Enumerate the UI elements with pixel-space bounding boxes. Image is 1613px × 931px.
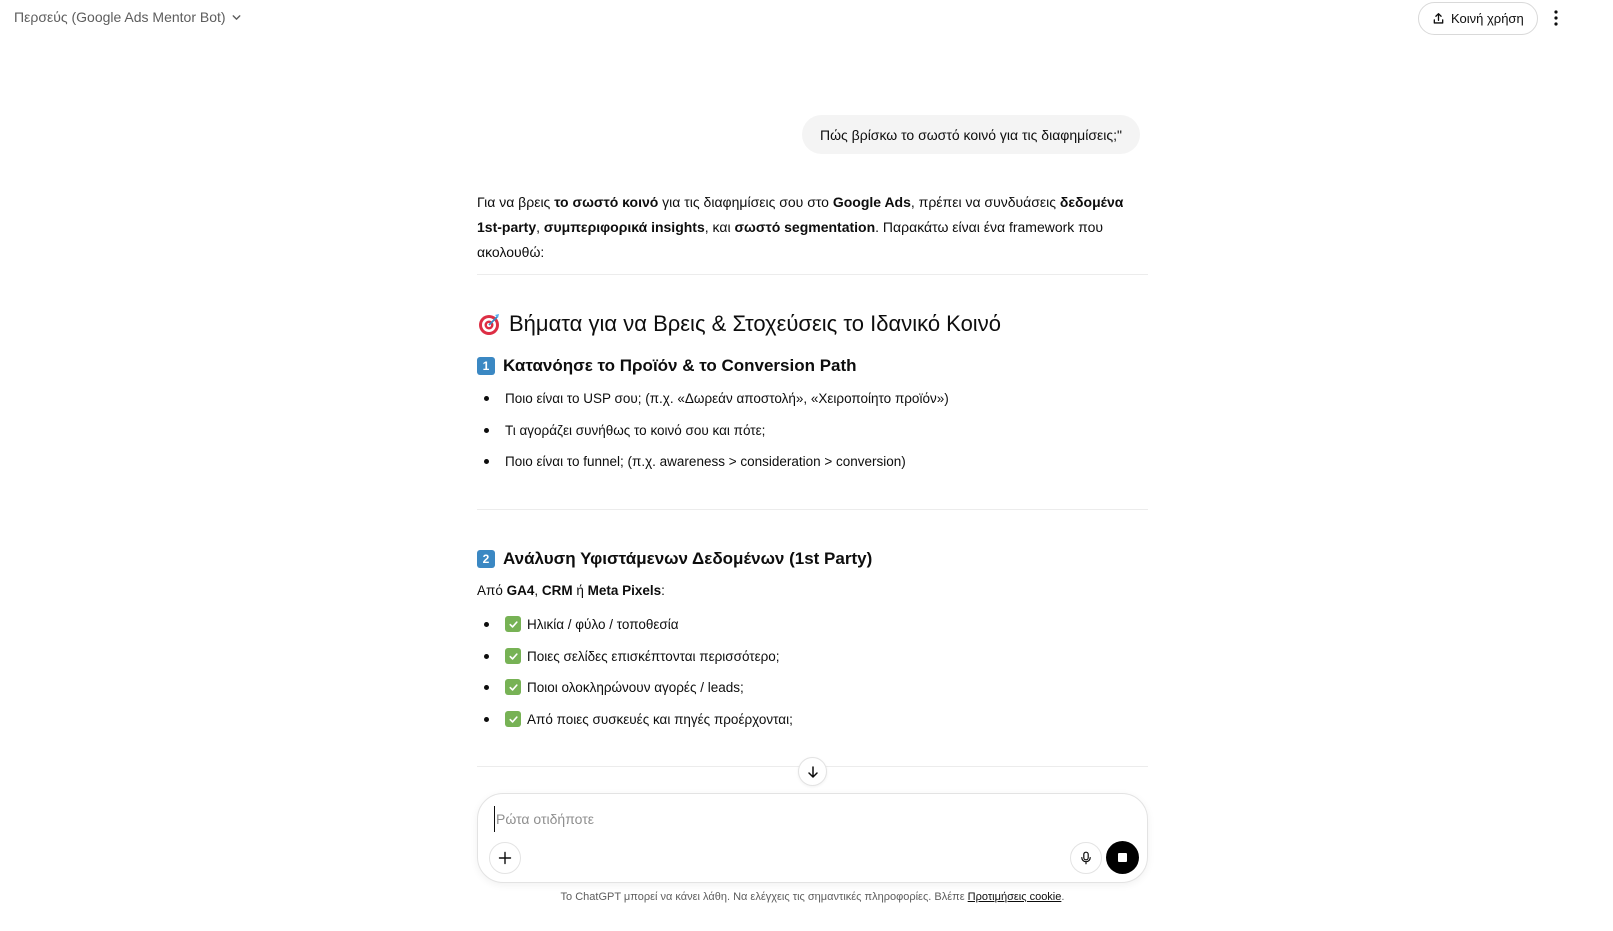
text: ή xyxy=(572,583,588,598)
stop-icon xyxy=(1118,853,1127,862)
text: , και xyxy=(704,219,735,235)
divider xyxy=(477,509,1148,510)
bold-text: σωστό segmentation xyxy=(734,219,876,235)
check-mark-icon xyxy=(505,711,521,727)
text: : xyxy=(661,583,665,598)
list-item xyxy=(505,679,744,695)
main-heading xyxy=(477,311,1001,337)
keycap-1-icon: 1 xyxy=(477,357,495,375)
disclaimer-text: Το ChatGPT μπορεί να κάνει λάθη. Να ελέγχεις τις σημαντικές πληροφορίες. Βλέπε xyxy=(560,891,968,903)
plus-icon xyxy=(498,851,512,865)
section-2-title: Ανάλυση Υφιστάμενων Δεδομένων (1st Party) xyxy=(503,549,873,568)
disclaimer xyxy=(0,891,1613,903)
text: για τις διαφημίσεις σου στο xyxy=(658,194,833,210)
model-name: Περσεύς (Google Ads Mentor Bot) xyxy=(14,9,226,25)
microphone-icon xyxy=(1079,851,1093,865)
text: , πρέπει να συνδυάσεις xyxy=(910,194,1060,210)
bold-text: GA4 xyxy=(506,583,535,598)
list-item: Τι αγοράζει συνήθως το κοινό σου και πότε; xyxy=(505,423,766,438)
bold-text: CRM xyxy=(541,583,573,598)
section-1-title: Κατανόησε το Προϊόν & το Conversion Path xyxy=(503,356,857,375)
share-label: Κοινή χρήση xyxy=(1451,11,1524,26)
more-vertical-icon xyxy=(1554,10,1558,26)
section-1-heading xyxy=(477,356,857,376)
message-composer xyxy=(477,793,1148,883)
check-mark-icon xyxy=(505,616,521,632)
bold-text: Meta Pixels xyxy=(587,583,662,598)
prompt-input[interactable] xyxy=(494,806,1094,832)
list-item-text: Ηλικία / φύλο / τοποθεσία xyxy=(527,616,679,632)
text: , xyxy=(536,219,544,235)
share-button[interactable] xyxy=(1418,2,1538,35)
list-item: Ποιο είναι το USP σου; (π.χ. «Δωρεάν αποστολή», «Χειροποίητο προϊόν») xyxy=(505,391,949,406)
list-item xyxy=(505,616,679,632)
assistant-intro xyxy=(477,190,1148,265)
target-icon xyxy=(477,312,501,336)
text: , xyxy=(534,583,542,598)
model-selector[interactable] xyxy=(14,9,243,25)
check-mark-icon xyxy=(505,679,521,695)
top-bar xyxy=(0,0,1613,36)
bold-text: συμπεριφορικά insights xyxy=(543,219,705,235)
cookie-preferences-link[interactable]: Προτιμήσεις cookie xyxy=(967,891,1062,903)
share-icon xyxy=(1432,12,1445,25)
list-item xyxy=(505,711,793,727)
divider xyxy=(477,274,1148,275)
text: . Παρακάτω είναι ένα framework που ακολουθώ: xyxy=(477,219,1104,260)
bold-text: δεδομένα 1st-party xyxy=(477,194,1124,235)
keycap-2-icon: 2 xyxy=(477,550,495,568)
text: Από xyxy=(477,583,507,598)
dictate-button[interactable] xyxy=(1070,842,1102,874)
attach-button[interactable] xyxy=(489,842,521,874)
section-2-heading xyxy=(477,549,872,569)
list-item-text: Ποιοι ολοκληρώνουν αγορές / leads; xyxy=(527,679,744,695)
chevron-down-icon xyxy=(230,11,243,24)
text: Για να βρεις xyxy=(477,194,555,210)
bold-text: Google Ads xyxy=(832,194,911,210)
list-item-text: Ποιες σελίδες επισκέπτονται περισσότερο; xyxy=(527,648,780,664)
more-options-button[interactable] xyxy=(1548,8,1564,28)
user-message: Πώς βρίσκω το σωστό κοινό για τις διαφημίσεις;" xyxy=(802,115,1140,154)
list-item xyxy=(505,648,780,664)
check-mark-icon xyxy=(505,648,521,664)
scroll-to-bottom-button[interactable] xyxy=(798,757,827,786)
arrow-down-icon xyxy=(806,765,820,779)
stop-generating-button[interactable] xyxy=(1106,841,1139,874)
main-heading-text: Βήματα για να Βρεις & Στοχεύσεις το Ιδανικό Κοινό xyxy=(509,311,1001,336)
list-item-text: Από ποιες συσκευές και πηγές προέρχονται; xyxy=(527,711,793,727)
list-item: Ποιο είναι το funnel; (π.χ. awareness > consideration > conversion) xyxy=(505,454,906,469)
section-2-lead xyxy=(477,583,665,598)
disclaimer-end: . xyxy=(1061,891,1065,903)
bold-text: το σωστό κοινό xyxy=(554,194,659,210)
